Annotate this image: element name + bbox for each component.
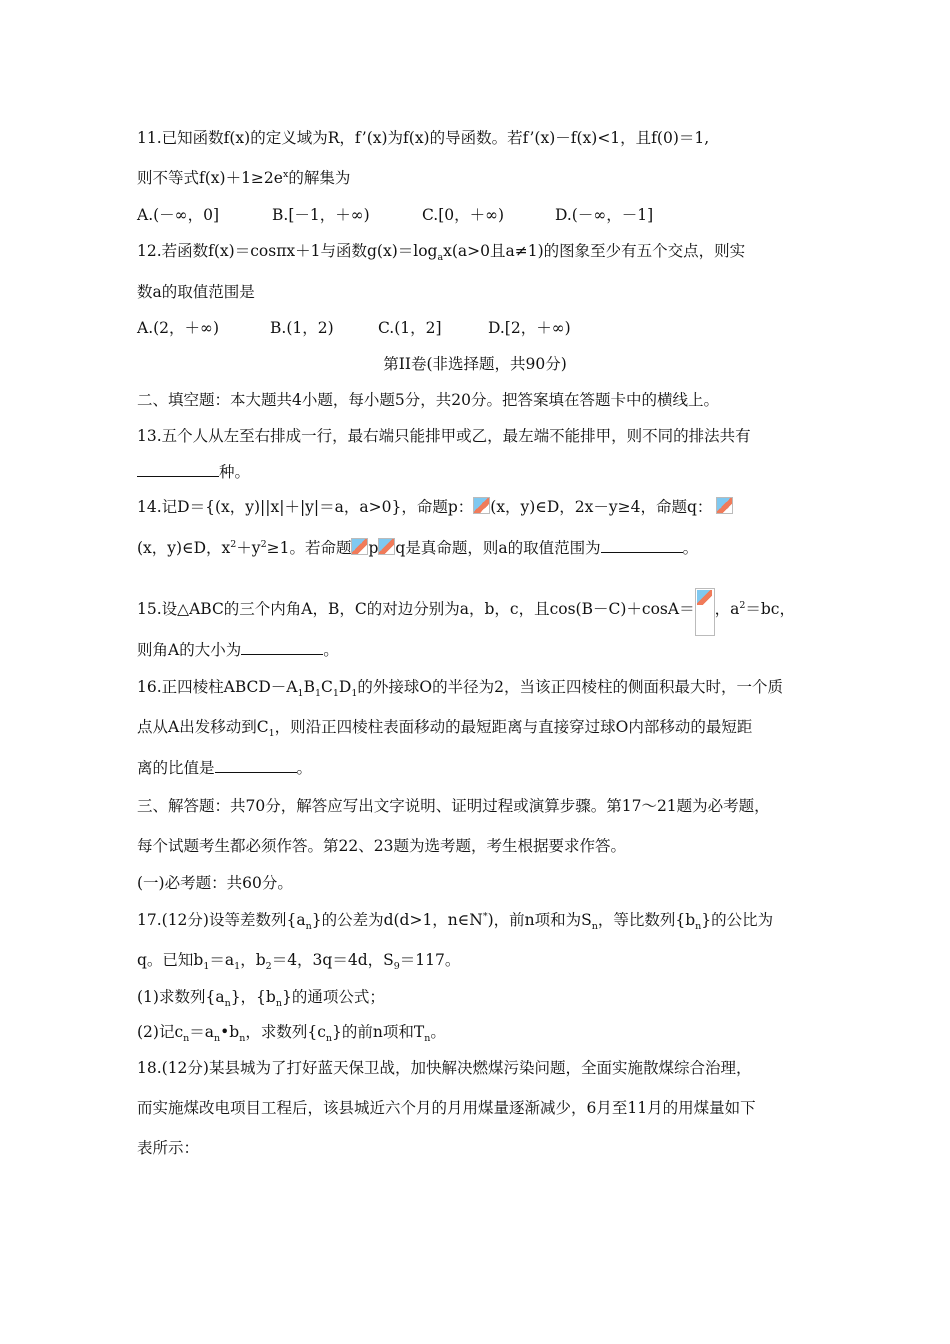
answer-blank	[215, 758, 297, 773]
q11-line2: 则不等式$f(x)+1\ge 2e^x$的解集为	[137, 168, 351, 187]
q11-options	[137, 205, 653, 225]
q15-line1: 15.设△ABC的三个内角A，B，C的对边分别为a，b，c，且cos(B－C)＋cosA＝ ，$a^2=bc$，	[137, 588, 795, 636]
q16-line1: 16.正四棱柱$ABCD-A_1B_1C_1D_1$的外接球O的半径为2，当该正四棱柱的侧面积最大时，一个质	[137, 678, 783, 700]
answer-blank	[137, 462, 219, 477]
q18-line1: 18.(12分)某县城为了打好蓝天保卫战，加快解决燃煤污染问题，全面实施散煤综合治理，	[137, 1059, 752, 1077]
part3-line1: 三、解答题：共70分，解答应写出文字说明、证明过程或演算步骤。第17～21题为必考题，	[137, 797, 770, 815]
q12-option-d: D.[2，＋∞)	[488, 319, 571, 337]
q12-option-a: A.(2，＋∞)	[137, 319, 219, 337]
q14-line1: 14.记D＝{(x，y)||x|＋|y|＝a，a>0}，命题p： (x，y)∈D，2x－y≥4，命题q：	[137, 497, 733, 517]
forall-symbol-image-icon	[716, 497, 733, 514]
q15-line2: 则角A的大小为 。	[137, 641, 339, 659]
q18-line2: 而实施煤改电项目工程后，该县城近六个月的月用煤量逐渐减少，6月至11月的用煤量如下	[137, 1099, 756, 1117]
q12-line2: 数a的取值范围是	[137, 283, 255, 301]
q11-option-a: A.(－∞，0]	[137, 206, 219, 224]
exists-symbol-image-icon	[473, 497, 490, 514]
q17-part2: (2)记$c_n=a_n•b_n$，求数列$\{c_n\}$的前n项和$T_n$。	[137, 1023, 446, 1045]
fraction-image-icon	[695, 588, 715, 636]
q18-line3: 表所示：	[137, 1139, 200, 1157]
q17-part1: (1)求数列$\{a_n\}$，$\{b_n\}$的通项公式；	[137, 988, 385, 1010]
section-title: 第II卷(非选择题，共90分)	[383, 355, 567, 373]
q17-line1: 17.(12分)设等差数列$\{a_n\}$的公差为d(d>1，n∈N*)，前n项和为$S_n$，等比数列$\{b_n\}$的公比为	[137, 910, 774, 933]
q11-line1: 11.已知函数f(x)的定义域为R，f’(x)为f(x)的导函数。若f’(x)－f(x)<1，且f(0)＝1,	[137, 129, 710, 147]
q11-option-b: B.[－1，＋∞)	[272, 206, 370, 224]
and-symbol-image-icon	[378, 538, 395, 555]
q14-line2: (x，y)∈D，$x^2+y^2\ge 1$。若命题 p q是真命题，则a的取值范围为 。	[137, 538, 699, 557]
q12-option-b: B.(1，2)	[270, 319, 334, 337]
answer-blank	[601, 538, 683, 553]
q12-options	[137, 318, 571, 338]
q17-line2: q。已知$b_1=a_1$，$b_2=4$，3q＝4d，$S_9=117$。	[137, 951, 461, 973]
q13-line2: 种。	[137, 462, 250, 482]
q16-line3: 离的比值是 。	[137, 759, 313, 777]
not-symbol-image-icon	[351, 538, 368, 555]
q13-line1: 13.五个人从左至右排成一行，最右端只能排甲或乙，最左端不能排甲，则不同的排法共有	[137, 427, 751, 445]
part3-line3: (一)必考题：共60分。	[137, 874, 293, 892]
q16-line2: 点从A出发移动到$C_1$，则沿正四棱柱表面移动的最短距离与直接穿过球O内部移动的最短距	[137, 718, 753, 740]
q12-line1: 12.若函数f(x)＝cosπx＋1与函数$g(x)=\log_ax(a>0$且a≠1)的图象至少有五个交点，则实	[137, 242, 746, 264]
part3-line2: 每个试题考生都必须作答。第22、23题为选考题，考生根据要求作答。	[137, 837, 626, 855]
q12-option-c: C.(1，2]	[378, 319, 442, 337]
part2-intro: 二、填空题：本大题共4小题，每小题5分，共20分。把答案填在答题卡中的横线上。	[137, 391, 719, 409]
answer-blank	[241, 640, 323, 655]
q11-option-d: D.(－∞，－1]	[555, 206, 654, 224]
q11-option-c: C.[0，＋∞)	[422, 206, 505, 224]
